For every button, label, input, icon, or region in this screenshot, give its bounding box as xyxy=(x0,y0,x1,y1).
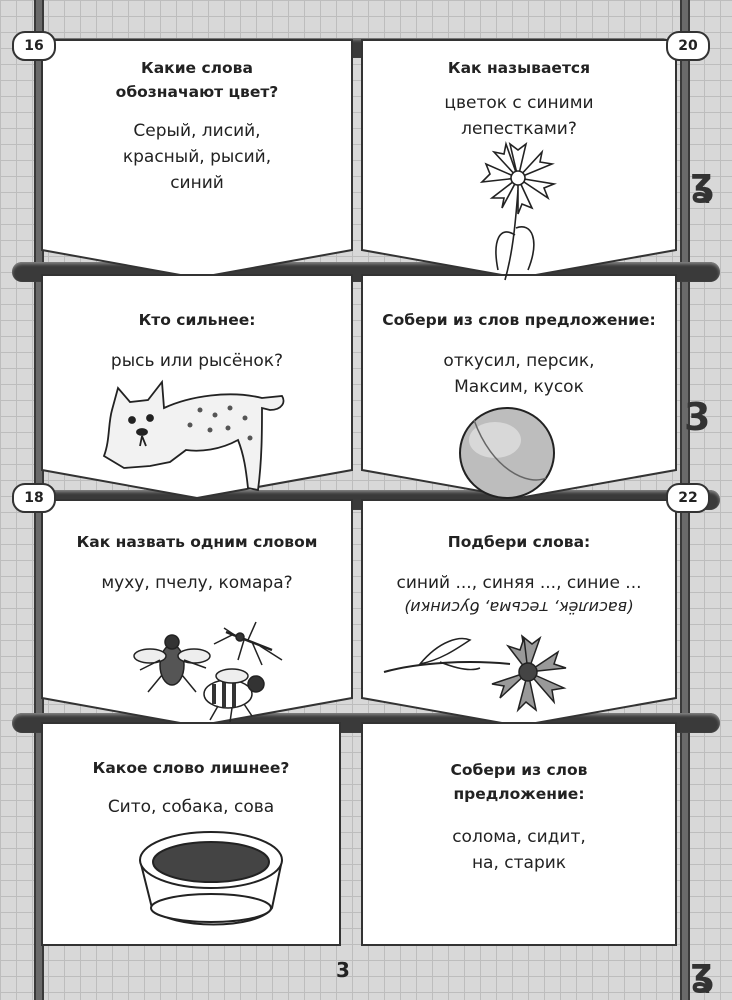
card-text: Сито, собака, сова xyxy=(107,797,275,817)
card-18 xyxy=(42,530,352,596)
card-text: муху, пчелу, комара? xyxy=(101,573,293,593)
sieve-illustration xyxy=(140,832,282,925)
card-text: солома, сидит, на, старик xyxy=(452,827,586,873)
card-text: рысь или рысёнок? xyxy=(110,351,284,371)
card-lynx xyxy=(42,308,352,374)
card-text: синий ..., синяя ..., синие ... xyxy=(396,573,642,593)
card-number-badge-22: 22 xyxy=(666,483,710,513)
card-title: Собери из слов предложение: xyxy=(450,761,588,803)
upside-down-answer: (василёк, тесьма, бусинки) xyxy=(404,598,634,617)
card-sentence xyxy=(362,758,676,876)
card-title: Какое слово лишнее? xyxy=(92,759,290,777)
page-number: 3 xyxy=(336,958,350,982)
side-decoration-bottom: ʓ xyxy=(690,950,715,994)
card-text: откусил, персик, Максим, кусок xyxy=(443,351,595,397)
card-number-badge-20: 20 xyxy=(666,31,710,61)
card-title: Подбери слова: xyxy=(447,533,591,551)
card-title: Какие слова обозначают цвет? xyxy=(115,59,279,101)
card-title: Как назвать одним словом xyxy=(76,533,318,551)
card-text: Серый, лисий, красный, рысий, синий xyxy=(122,121,272,193)
card-sieve xyxy=(42,756,340,820)
card-title: Собери из слов предложение: xyxy=(382,311,656,329)
card-16 xyxy=(42,56,352,196)
peach-illustration xyxy=(460,408,554,498)
side-decoration-top: ʓ xyxy=(690,160,715,204)
card-peach xyxy=(362,308,676,400)
card-number-badge-16: 16 xyxy=(12,31,56,61)
card-20 xyxy=(362,56,676,142)
card-text: цветок с синими лепестками? xyxy=(444,93,594,139)
card-22 xyxy=(362,530,676,617)
card-title: Как называется xyxy=(447,59,591,77)
card-title: Кто сильнее: xyxy=(138,311,256,329)
side-decoration-mid: 3 xyxy=(684,395,711,439)
card-number-badge-18: 18 xyxy=(12,483,56,513)
